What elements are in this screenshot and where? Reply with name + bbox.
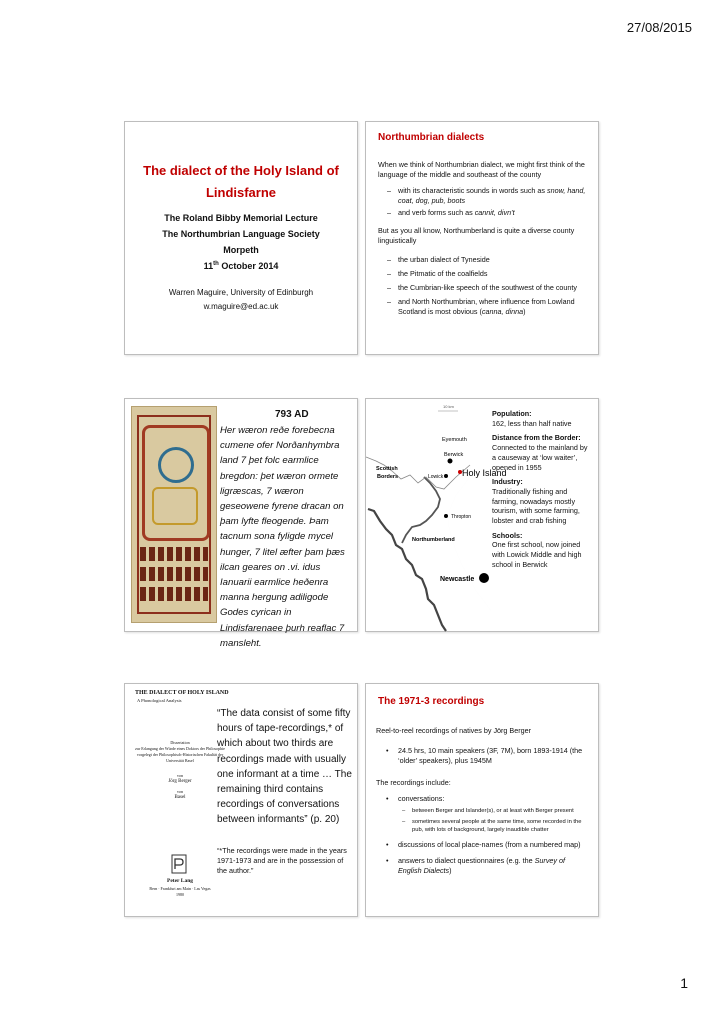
lecture-place: Morpeth xyxy=(223,245,259,255)
bullet-item: • conversations: xyxy=(376,794,590,804)
dash-item: – the Pitmatic of the coalfields xyxy=(378,269,590,279)
map-label-scottish: Scottish xyxy=(376,466,398,472)
map-scale: 10 km xyxy=(443,404,454,409)
sub-item: – sometimes several people at the same time, some recorded in the pub, with lots of background, largely inaudible chatter xyxy=(376,818,590,834)
slide-heading: The 1971-3 recordings xyxy=(378,696,485,707)
slide-title xyxy=(124,121,358,355)
bullet-item: • discussions of local place-names (from a numbered map) xyxy=(376,840,590,850)
slide-berger-thesis xyxy=(124,683,358,917)
map-label-thropton: Thropton xyxy=(451,514,472,520)
print-date: 27/08/2015 xyxy=(626,20,692,35)
chronicle-text: Her wæron reðe forebecna cumene ofer Norðanhymbra land 7 þet folc earmlice bregdon: þet wæron ormete ligræscas, 7 wæron geseowene fyrene dracan on þam lyfte fleogende. Þam tacnum sona fyligde mycel hunger, 7 litel æfter þam þæs ilcan geares on .vi. idus Ianuarii earmlice heðenra manna hergung adiligode Godes cyrican in Lindisfarenaee þurh reaflac 7 mansleht. xyxy=(220,425,345,649)
second-paragraph: But as you all know, Northumberland is quite a diverse county linguistically xyxy=(378,226,575,245)
author: Warren Maguire, University of Edinburgh xyxy=(168,288,314,297)
bullet-item: • 24.5 hrs, 10 main speakers (3F, 7M), born 1893-1914 (the ‘older’ speakers), plus 1945M xyxy=(376,746,590,766)
bullet-item: • answers to dialect questionnaires (e.g. the Survey of English Dialects) xyxy=(376,856,590,876)
schools-heading: Schools: xyxy=(492,530,523,540)
include-line: The recordings include: xyxy=(376,778,451,787)
map xyxy=(366,399,507,631)
dash-item: – with its characteristic sounds in words such as snow, hand, coat, dog, pub, boots xyxy=(378,186,590,206)
quote-footnote: “*The recordings were made in the years 1971-1973 and are in the possession of the author.” xyxy=(217,846,347,875)
map-label-borders: Borders xyxy=(377,474,399,480)
distance-text: Connected to the mainland by a causeway at ‘low waiter’, opened in 1955 xyxy=(492,443,588,472)
map-label-berwick: Berwick xyxy=(444,452,464,458)
industry-heading: Industry: xyxy=(492,477,523,487)
page-number: 1 xyxy=(680,975,688,991)
population-heading: Population: xyxy=(492,409,532,418)
slide-body xyxy=(378,160,590,319)
lecture-name: The Roland Bibby Memorial Lecture xyxy=(164,213,318,223)
intro-paragraph: When we think of Northumbrian dialect, we might first think of the language of the middle and southeast of the county xyxy=(378,160,585,179)
island-info xyxy=(492,409,592,575)
dash-item: – and verb forms such as cannit, divn’t xyxy=(378,208,590,218)
map-label-newcastle: Newcastle xyxy=(440,576,475,583)
population-text: 162, less than half native xyxy=(492,418,572,428)
map-label-eyemouth: Eyemouth xyxy=(442,437,467,443)
manuscript-image xyxy=(131,406,217,623)
slide-793-ad xyxy=(124,398,358,649)
slide-title-heading: The dialect of the Holy Island of Lindisfarne xyxy=(143,163,339,200)
dash-item: – and North Northumbrian, where influence from Lowland Scotland is most obvious (canna, dinna) xyxy=(378,297,590,317)
quote-text: “The data consist of some fifty hours of tape-recordings,* of which about two thirds are recordings made with usually one informant at a time … The remaining third contains recordings of conversations between informants” (p. 20) xyxy=(217,708,352,826)
distance-heading: Distance from the Border: xyxy=(492,433,581,443)
author-email: w.maguire@ed.ac.uk xyxy=(203,302,279,311)
intro-line: Reel-to-reel recordings of natives by Jörg Berger xyxy=(376,726,532,735)
lecture-date: 11th October 2014 xyxy=(203,261,279,271)
publisher-logo-icon xyxy=(171,854,187,874)
slide-year: 793 AD xyxy=(275,409,309,420)
society-name: The Northumbrian Language Society xyxy=(162,229,320,239)
sub-item: – between Berger and Islander(s), or at least with Berger present xyxy=(376,807,590,815)
newcastle-marker xyxy=(479,573,489,583)
schools-text: One first school, now joined with Lowick Middle and high school in Berwick xyxy=(492,540,582,569)
slide-body xyxy=(376,726,590,878)
dash-item: – the Cumbrian-like speech of the southwest of the county xyxy=(378,283,590,293)
slide-1971-recordings xyxy=(365,683,599,917)
map-label-holy-island: Holy Island xyxy=(462,468,507,478)
slide-heading: Northumbrian dialects xyxy=(378,132,485,143)
map-label-northumberland: Northumberland xyxy=(412,537,455,543)
slide-northumbrian-dialects xyxy=(365,121,599,355)
industry-text: Traditionally fishing and farming, nowadays mostly tourism, with some farming, lobster and crab fishing xyxy=(492,486,580,526)
dash-item: – the urban dialect of Tyneside xyxy=(378,255,590,265)
slide-holy-island-facts xyxy=(365,398,599,632)
book-cover-image: THE DIALECT OF HOLY ISLAND A Phonological Analysis Dissertation zur Erlangung der Würde eines Doktors der Philosophie vorgelegt der Philosophisch-Historischen Fakultät der Universität Basel von Jörg Berger von Basel Peter Lang Bern · Frankfurt am Main · Las Vegas 1980 xyxy=(135,690,229,897)
map-label-lowick: Lowick xyxy=(428,474,444,480)
